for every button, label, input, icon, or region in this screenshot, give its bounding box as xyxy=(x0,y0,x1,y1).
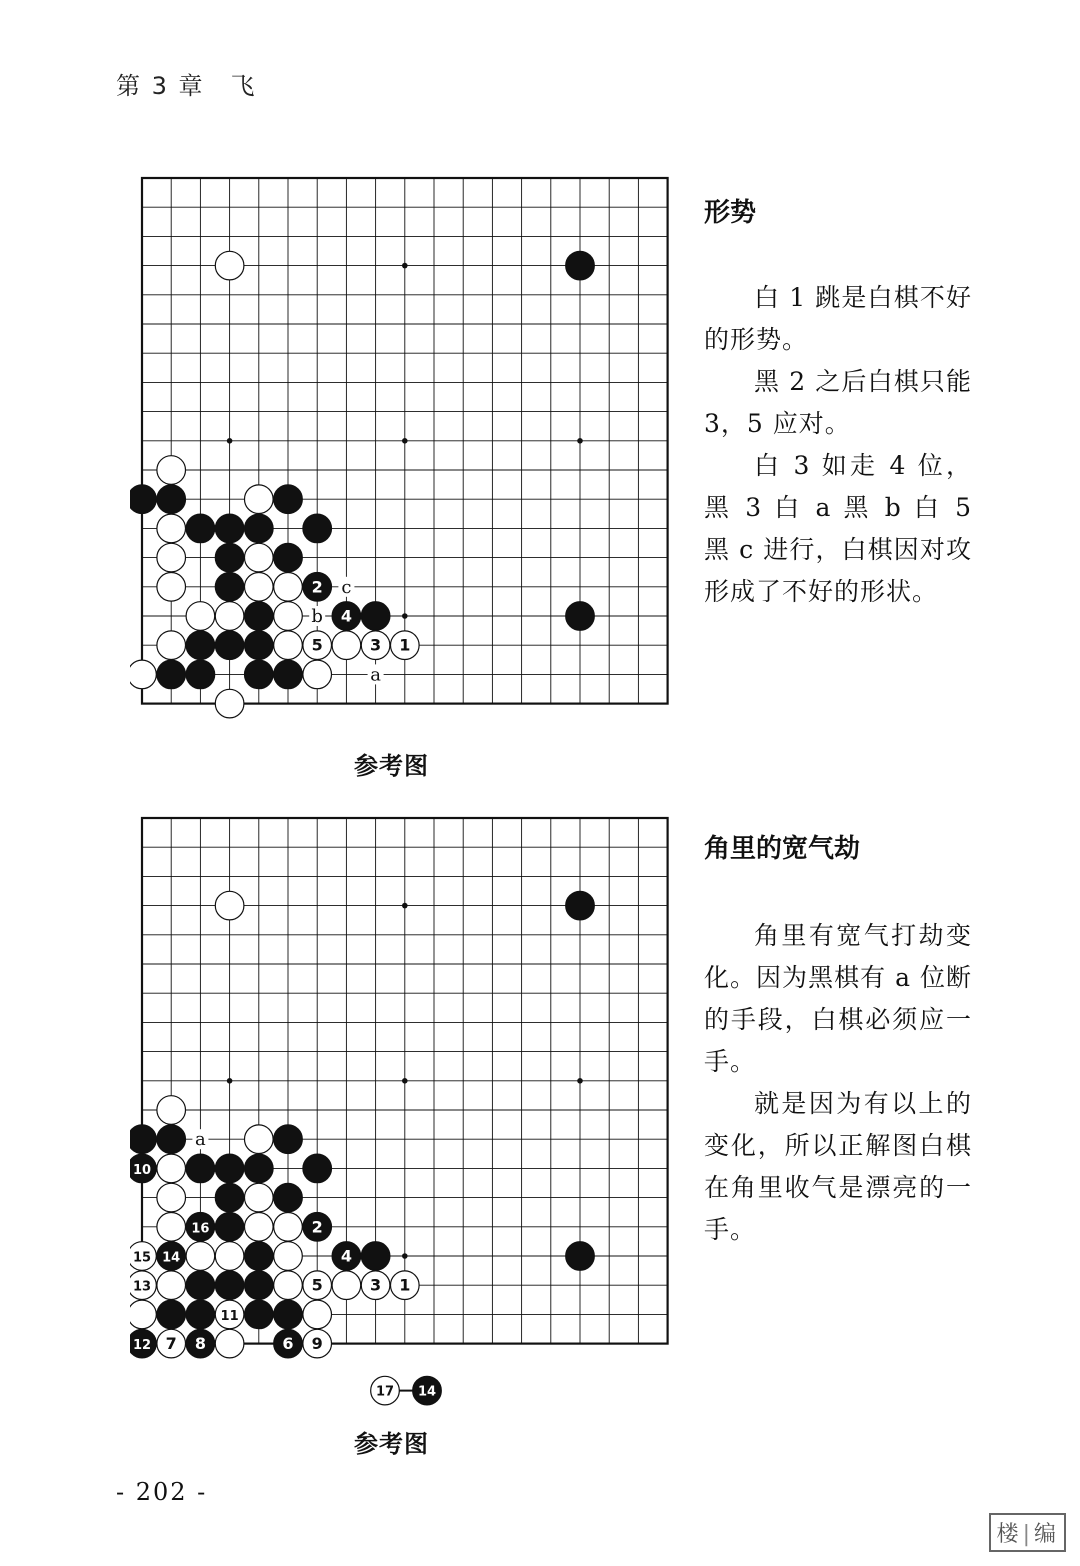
diagram1-white-stone xyxy=(186,602,215,631)
section-shape xyxy=(704,192,972,613)
diagram1-black-stone xyxy=(186,631,215,660)
diagram1-white-stone xyxy=(274,631,303,660)
diagram2-move-number: 7 xyxy=(165,1334,177,1354)
diagram2-black-stone xyxy=(215,1212,244,1241)
diagram2-move-number: 3 xyxy=(370,1275,382,1295)
diagram1-star-point xyxy=(402,438,408,444)
diagram2-white-stone xyxy=(157,1212,186,1241)
diagram2-note-right-number: 14 xyxy=(417,1384,437,1400)
diagram1-move-number: 4 xyxy=(340,606,352,626)
section-corner-ko xyxy=(704,828,972,1251)
diagram1-white-stone xyxy=(215,689,244,718)
diagram1-black-stone xyxy=(157,660,186,689)
diagram1-black-stone xyxy=(303,572,332,601)
diagram2-move-number: 9 xyxy=(311,1334,323,1354)
diagram2-black-stone xyxy=(215,1154,244,1183)
diagram1-black-stone xyxy=(186,514,215,543)
diagram1-black-stone xyxy=(244,660,273,689)
diagram1-move-number: 5 xyxy=(311,635,323,655)
diagram2-black-stone xyxy=(274,1329,303,1358)
diagram2-black-stone xyxy=(332,1242,361,1271)
diagram1-black-stone xyxy=(244,631,273,660)
diagram2-move-number: 10 xyxy=(132,1162,152,1178)
diagram1-white-stone xyxy=(303,631,332,660)
diagram1-star-point xyxy=(227,438,233,444)
diagram1-black-stone xyxy=(244,514,273,543)
diagram2-white-stone xyxy=(157,1329,186,1358)
diagram2-black-stone xyxy=(566,891,595,920)
diagram2-black-stone xyxy=(157,1300,186,1329)
diagram1-black-stone xyxy=(215,631,244,660)
diagram1-black-stone xyxy=(274,543,303,572)
diagram1-black-stone xyxy=(215,572,244,601)
diagram1-move-number: 3 xyxy=(370,635,382,655)
diagram2-black-stone xyxy=(274,1125,303,1154)
diagram1-black-stone xyxy=(361,602,390,631)
diagram1-white-stone xyxy=(274,572,303,601)
diagram2-white-stone xyxy=(303,1300,332,1329)
diagram2-star-point xyxy=(402,903,408,909)
diagram2-move-number: 6 xyxy=(282,1334,294,1354)
diagram-1-caption: 参考图 xyxy=(354,752,429,780)
diagram2-white-stone xyxy=(130,1242,156,1271)
page-number: - 202 - xyxy=(116,1478,208,1506)
diagram2-move-number: 12 xyxy=(132,1338,152,1354)
diagram2-white-stone xyxy=(303,1271,332,1300)
diagram1-white-stone xyxy=(332,631,361,660)
diagram2-white-stone xyxy=(244,1183,273,1212)
diagram2-white-stone xyxy=(303,1329,332,1358)
diagram2-black-stone xyxy=(244,1300,273,1329)
diagram1-white-stone xyxy=(244,572,273,601)
diagram2-ko-note xyxy=(371,1376,442,1405)
diagram2-white-stone xyxy=(186,1242,215,1271)
diagram2-black-stone xyxy=(303,1154,332,1183)
section-shape-paragraph-3: 白 3 如走 4 位，黑 3 白 a 黑 b 白 5 黑 c 进行，白棋因对攻形成了不好的形状。 xyxy=(704,451,972,606)
diagram1-black-stone xyxy=(215,514,244,543)
diagram1-white-stone xyxy=(215,251,244,280)
diagram1-black-stone xyxy=(566,251,595,280)
diagram2-black-stone xyxy=(566,1242,595,1271)
diagram2-white-stone xyxy=(274,1242,303,1271)
section-shape-paragraph-2: 黑 2 之后白棋只能 3，5 应对。 xyxy=(704,367,972,438)
section-corner-ko-paragraph-2: 就是因为有以上的变化，所以正解图白棋在角里收气是漂亮的一手。 xyxy=(704,1089,972,1244)
diagram2-move-number: 13 xyxy=(132,1279,152,1295)
diagram1-white-stone xyxy=(390,631,419,660)
diagram2-move-number: 2 xyxy=(311,1217,323,1237)
diagram2-black-stone xyxy=(215,1183,244,1212)
diagram1-point-label: a xyxy=(370,664,381,686)
diagram2-move-number: 5 xyxy=(311,1275,323,1295)
diagram2-white-stone xyxy=(332,1271,361,1300)
diagram2-note-left-number: 17 xyxy=(375,1384,395,1400)
diagram2-white-stone xyxy=(244,1125,273,1154)
diagram2-black-stone xyxy=(244,1154,273,1183)
diagram2-black-stone xyxy=(244,1271,273,1300)
watermark-right-char: 编 xyxy=(1033,1522,1058,1547)
diagram2-black-stone xyxy=(130,1154,156,1183)
diagram2-white-stone xyxy=(215,1300,244,1329)
diagram2-move-number: 8 xyxy=(194,1334,206,1354)
section-corner-ko-title: 角里的宽气劫 xyxy=(704,834,861,864)
diagram1-white-stone xyxy=(157,514,186,543)
diagram1-black-stone xyxy=(566,602,595,631)
diagram2-move-number: 1 xyxy=(399,1275,411,1295)
diagram2-black-stone xyxy=(303,1212,332,1241)
diagram2-black-stone xyxy=(157,1242,186,1271)
diagram1-white-stone xyxy=(361,631,390,660)
diagram2-star-point xyxy=(402,1253,408,1259)
diagram2-black-stone xyxy=(130,1329,156,1358)
diagram2-star-point xyxy=(577,1078,583,1084)
diagram2-star-point xyxy=(402,1078,408,1084)
diagram1-white-stone xyxy=(244,485,273,514)
diagram2-white-stone xyxy=(244,1212,273,1241)
diagram2-white-stone xyxy=(215,1242,244,1271)
diagram2-black-stone xyxy=(186,1300,215,1329)
diagram2-white-stone xyxy=(274,1271,303,1300)
section-shape-title: 形势 xyxy=(704,198,757,228)
diagram2-move-number: 15 xyxy=(132,1250,152,1266)
diagram2-white-stone xyxy=(130,1300,156,1329)
diagram1-point-label: c xyxy=(341,576,352,598)
diagram1-star-point xyxy=(402,263,408,269)
diagram1-black-stone xyxy=(274,660,303,689)
diagram2-black-stone xyxy=(186,1271,215,1300)
diagram2-black-stone xyxy=(157,1125,186,1154)
diagram1-star-point xyxy=(402,613,408,619)
diagram1-black-stone xyxy=(157,485,186,514)
diagram1-white-stone xyxy=(157,456,186,485)
diagram1-black-stone xyxy=(130,485,156,514)
watermark-left-char: 楼 xyxy=(996,1522,1021,1547)
diagram1-white-stone xyxy=(303,660,332,689)
diagram1-point-label: b xyxy=(311,606,323,627)
diagram1-white-stone xyxy=(215,602,244,631)
diagram1-white-stone xyxy=(130,660,156,689)
diagram2-move-number: 16 xyxy=(191,1221,210,1237)
go-diagram-1 xyxy=(130,168,680,728)
diagram1-black-stone xyxy=(274,485,303,514)
diagram1-black-stone xyxy=(244,602,273,631)
diagram2-black-stone xyxy=(244,1242,273,1271)
diagram2-black-stone xyxy=(186,1154,215,1183)
diagram2-move-number: 14 xyxy=(162,1250,181,1266)
diagram2-black-stone xyxy=(274,1183,303,1212)
diagram1-black-stone xyxy=(215,543,244,572)
diagram2-white-stone xyxy=(157,1271,186,1300)
chapter-header: 第 3 章 飞 xyxy=(116,72,257,100)
diagram2-white-stone xyxy=(274,1212,303,1241)
diagram2-white-stone xyxy=(157,1096,186,1125)
diagram2-white-stone xyxy=(157,1154,186,1183)
diagram2-white-stone xyxy=(215,1329,244,1358)
diagram1-white-stone xyxy=(244,543,273,572)
diagram1-black-stone xyxy=(186,660,215,689)
diagram2-black-stone xyxy=(361,1242,390,1271)
diagram2-black-stone xyxy=(274,1300,303,1329)
diagram1-star-point xyxy=(577,438,583,444)
diagram1-move-number: 1 xyxy=(399,635,411,655)
diagram2-move-number: 11 xyxy=(220,1308,239,1324)
diagram2-black-stone xyxy=(186,1329,215,1358)
diagram-2-caption: 参考图 xyxy=(354,1430,429,1458)
diagram2-white-stone xyxy=(390,1271,419,1300)
diagram2-star-point xyxy=(227,1078,233,1084)
section-corner-ko-paragraph-1: 角里有宽气打劫变化。因为黑棋有 a 位断的手段，白棋必须应一手。 xyxy=(704,921,972,1076)
diagram2-white-stone xyxy=(215,891,244,920)
diagram2-white-stone xyxy=(157,1183,186,1212)
diagram1-move-number: 2 xyxy=(311,577,323,597)
diagram1-black-stone xyxy=(332,602,361,631)
diagram2-black-stone xyxy=(186,1212,215,1241)
diagram2-point-label: a xyxy=(195,1129,206,1151)
go-diagram-2 xyxy=(130,808,680,1428)
diagram1-white-stone xyxy=(157,543,186,572)
diagram2-black-stone xyxy=(130,1125,156,1154)
diagram1-white-stone xyxy=(157,572,186,601)
section-shape-paragraph-1: 白 1 跳是白棋不好的形势。 xyxy=(704,283,972,354)
diagram1-white-stone xyxy=(157,631,186,660)
diagram1-black-stone xyxy=(303,514,332,543)
diagram1-white-stone xyxy=(274,602,303,631)
diagram2-white-stone xyxy=(361,1271,390,1300)
diagram2-black-stone xyxy=(215,1271,244,1300)
diagram2-move-number: 4 xyxy=(340,1246,352,1266)
watermark-stamp: 楼|编 xyxy=(989,1513,1066,1552)
diagram2-white-stone xyxy=(130,1271,156,1300)
